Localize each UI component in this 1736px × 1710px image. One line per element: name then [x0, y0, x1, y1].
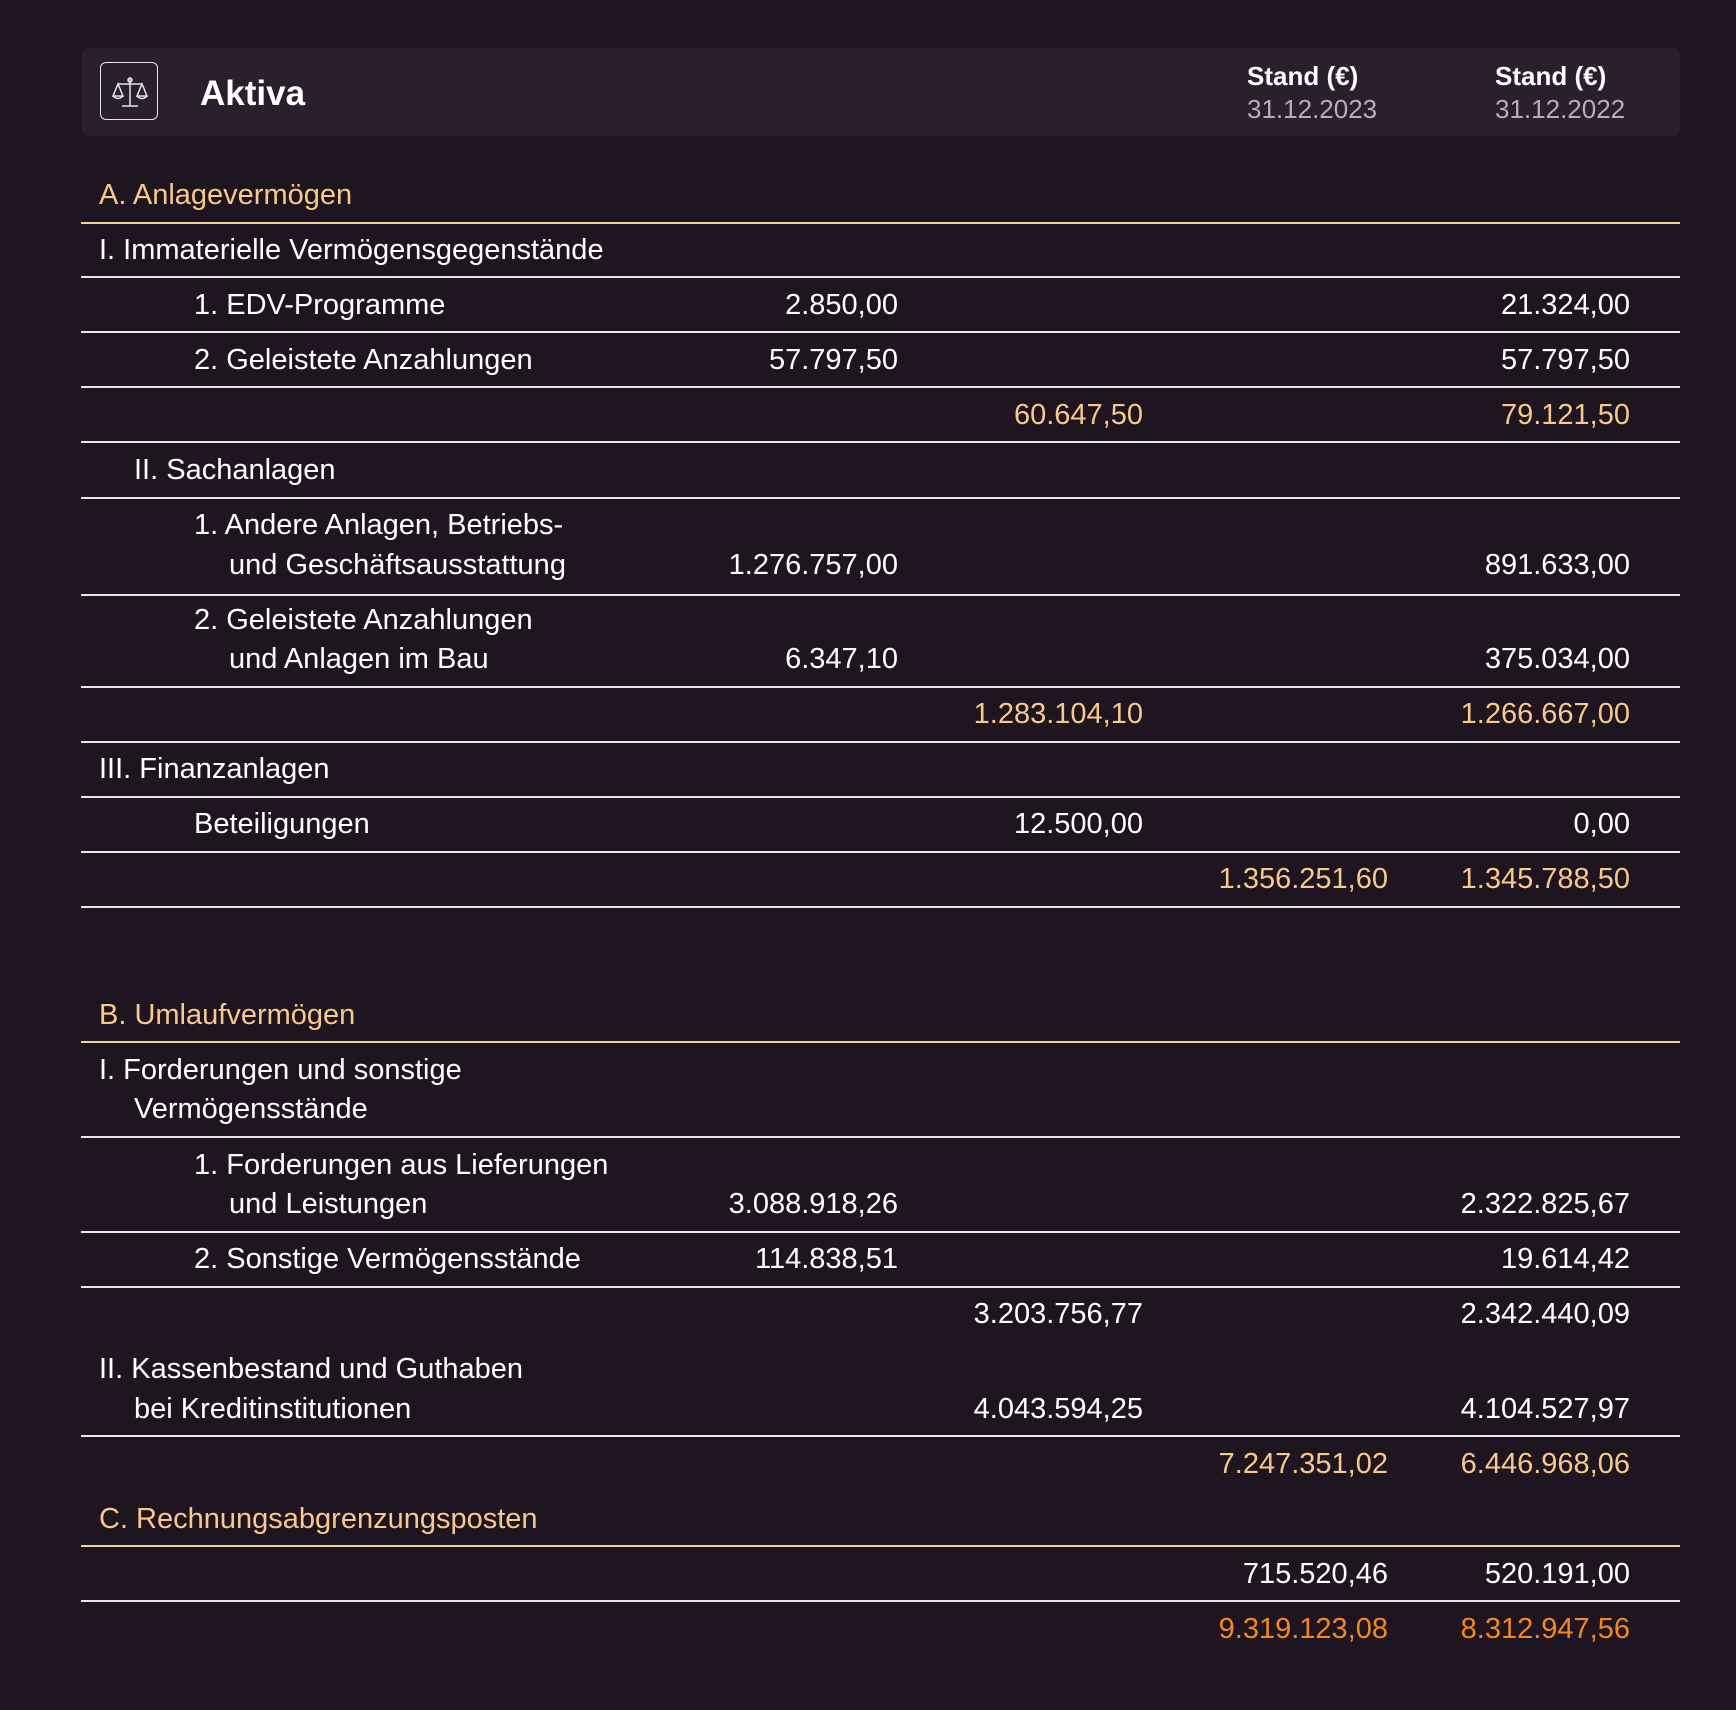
table-header: [82, 48, 1680, 136]
section-total-value-prev: 520.191,00: [1484, 1558, 1630, 1590]
divider: [81, 851, 1680, 853]
divider: [81, 1041, 1680, 1043]
subtotal-value: 60.647,50: [1013, 399, 1143, 431]
column-header-2022: [1495, 60, 1625, 126]
scales-icon: [100, 62, 158, 120]
row-label: 1. Andere Anlagen, Betriebs-: [194, 509, 564, 541]
divider: [81, 1231, 1680, 1233]
subtotal-value-prev: 79.121,50: [1500, 399, 1630, 431]
row-value: 1.276.757,00: [728, 549, 898, 581]
row-label: 2. Sonstige Vermögensstände: [194, 1243, 581, 1275]
divider: [81, 222, 1680, 224]
divider: [81, 276, 1680, 278]
row-value-prev: 375.034,00: [1484, 643, 1630, 675]
column-date: 31.12.2023: [1247, 94, 1378, 124]
row-value: 6.347,10: [785, 643, 898, 675]
divider: [81, 441, 1680, 443]
subtotal-value-prev: 2.342.440,09: [1460, 1298, 1630, 1330]
subtotal-value: 3.203.756,77: [973, 1298, 1143, 1330]
divider: [81, 1435, 1680, 1437]
row-label: 2. Geleistete Anzahlungen: [194, 604, 533, 636]
divider: [81, 386, 1680, 388]
row-label: 1. Forderungen aus Lieferungen: [194, 1149, 609, 1181]
divider: [81, 1136, 1680, 1138]
column-date: 31.12.2022: [1495, 94, 1626, 124]
row-value: 2.850,00: [785, 289, 898, 321]
divider: [81, 1545, 1680, 1547]
divider: [81, 594, 1680, 596]
section-total-value-prev: 6.446.968,06: [1460, 1448, 1630, 1480]
grand-total-value-prev: 8.312.947,56: [1460, 1613, 1630, 1645]
row-value-prev: 57.797,50: [1500, 344, 1630, 376]
section-total-value: 1.356.251,60: [1218, 863, 1388, 895]
group-title: Vermögensstände: [134, 1093, 368, 1125]
section-title-b: B. Umlaufvermögen: [99, 999, 356, 1031]
divider: [81, 686, 1680, 688]
row-label: und Leistungen: [229, 1188, 428, 1220]
row-label: 1. EDV-Programme: [194, 289, 446, 321]
divider: [81, 1286, 1680, 1288]
row-label: und Geschäftsausstattung: [229, 549, 566, 581]
subtotal-value-prev: 1.266.667,00: [1460, 698, 1630, 730]
divider: [81, 331, 1680, 333]
row-value-prev: 19.614,42: [1500, 1243, 1630, 1275]
subtotal-value: 1.283.104,10: [973, 698, 1143, 730]
divider: [81, 741, 1680, 743]
row-value: 114.838,51: [755, 1243, 898, 1275]
group-title: I. Immaterielle Vermögensgegenstände: [99, 234, 604, 266]
row-value-prev: 21.324,00: [1500, 289, 1630, 321]
row-value-prev: 4.104.527,97: [1460, 1393, 1630, 1425]
column-label: Stand (€): [1247, 61, 1359, 91]
section-total-value: 715.520,46: [1242, 1558, 1388, 1590]
row-label: und Anlagen im Bau: [229, 643, 489, 675]
row-label: 2. Geleistete Anzahlungen: [194, 344, 533, 376]
row-value: 4.043.594,25: [973, 1393, 1143, 1425]
section-total-value: 7.247.351,02: [1218, 1448, 1388, 1480]
section-title-c: C. Rechnungsabgrenzungsposten: [99, 1503, 538, 1535]
section-title-a: A. Anlagevermögen: [99, 179, 353, 211]
column-header-2023: [1247, 60, 1377, 126]
grand-total-value: 9.319.123,08: [1218, 1613, 1388, 1645]
column-label: Stand (€): [1495, 61, 1607, 91]
divider: [81, 796, 1680, 798]
row-value-prev: 0,00: [1573, 808, 1630, 840]
row-value: 3.088.918,26: [728, 1188, 898, 1220]
group-title: II. Sachanlagen: [134, 454, 336, 486]
row-value-prev: 2.322.825,67: [1460, 1188, 1630, 1220]
group-title: bei Kreditinstitutionen: [134, 1393, 412, 1425]
row-value-prev: 891.633,00: [1484, 549, 1630, 581]
divider: [81, 1600, 1680, 1602]
group-title: I. Forderungen und sonstige: [99, 1054, 462, 1086]
row-value: 57.797,50: [768, 344, 898, 376]
row-value: 12.500,00: [1013, 808, 1143, 840]
group-title: II. Kassenbestand und Guthaben: [99, 1353, 524, 1385]
section-total-value-prev: 1.345.788,50: [1460, 863, 1630, 895]
page-title: Aktiva: [200, 74, 306, 113]
row-label: Beteiligungen: [194, 808, 370, 840]
divider: [81, 497, 1680, 499]
group-title: III. Finanzanlagen: [99, 753, 330, 785]
divider: [81, 906, 1680, 908]
